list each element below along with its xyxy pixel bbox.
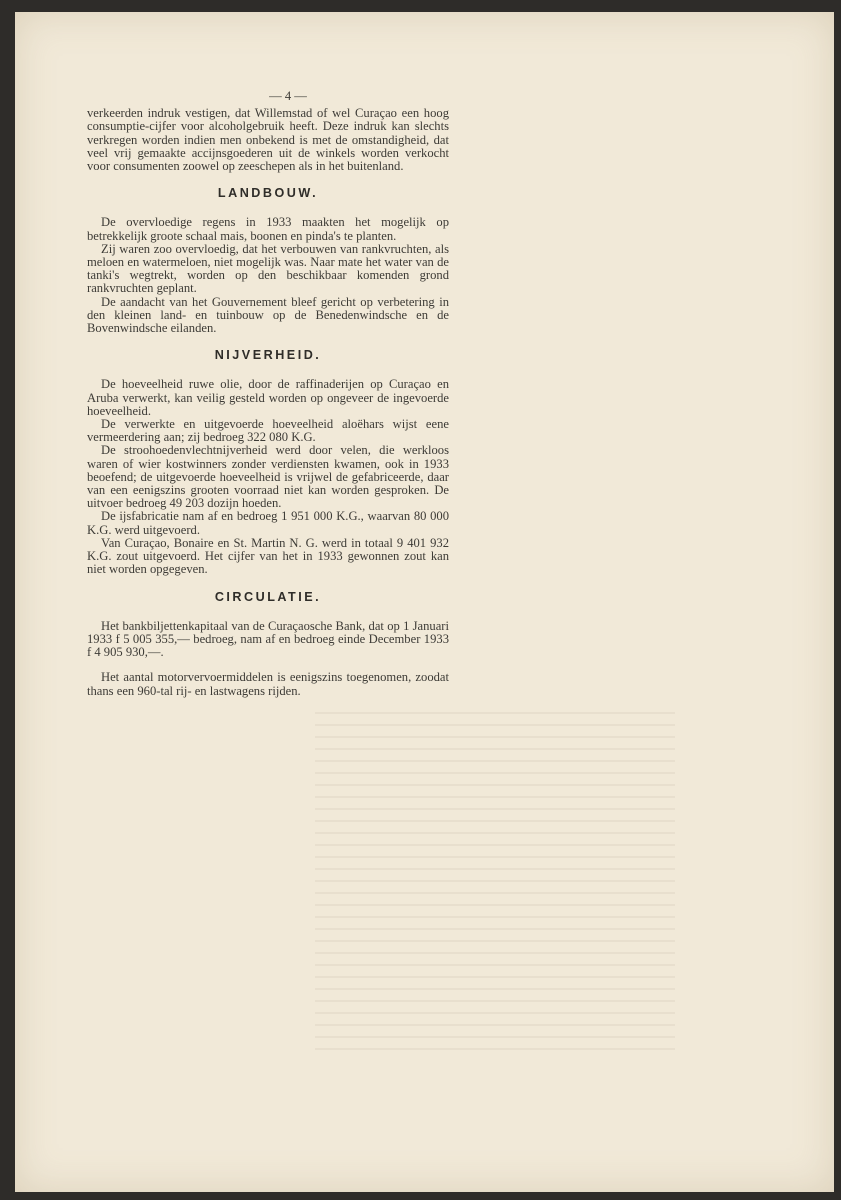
document-page: [15, 12, 834, 1192]
show-through-text: [315, 712, 675, 1052]
nijverheid-paragraph-4: De ijsfabricatie nam af en bedroeg 1 951 000 K.G., waarvan 80 000 K.G. werd uitgevoerd.: [87, 509, 449, 537]
heading-circulatie: CIRCULATIE.: [214, 589, 322, 604]
landbouw-paragraph-3: De aandacht van het Gouvernement bleef gericht op verbetering in den kleinen land- en tuinbouw op de Benedenwindsche en de Bovenwindsche eilanden.: [87, 294, 449, 336]
nijverheid-paragraph-1: De hoeveelheid ruwe olie, door de raffinaderijen op Curaçao en Aruba verwerkt, kan veilig gesteld worden op ongeveer de ingevoerde hoeveelheid.: [87, 377, 449, 418]
page-number: — 4 —: [269, 89, 307, 103]
circulatie-paragraph-1: Het bankbiljettenkapitaal van de Curaçaosche Bank, dat op 1 Januari 1933 f 5 005 355,— bedroeg, nam af en bedroeg einde December 1933 f 4 905 930,—.: [87, 618, 449, 660]
circulatie-paragraph-2: Het aantal motorvervoermiddelen is eenigszins toegenomen, zoodat thans een 960-tal rij- en lastwagens rijden.: [87, 670, 449, 698]
landbouw-paragraph-2: Zij waren zoo overvloedig, dat het verbouwen van rankvruchten, als meloen en watermeloen, niet mogelijk was. Naar mate het water van de tanki's wegtrekt, worden op den beschikbaar komenden grond rankvruchten geplant.: [87, 241, 449, 296]
nijverheid-paragraph-2: De verwerkte en uitgevoerde hoeveelheid aloëhars wijst eene vermeerdering aan; zij bedroeg 322 080 K.G.: [87, 417, 449, 445]
intro-paragraph: verkeerden indruk vestigen, dat Willemstad of wel Curaçao een hoog consumptie-cijfer voor alcoholgebruik heeft. Deze indruk kan slechts verkregen worden indien men onbekend is met de omstandigheid, dat veel vrij gemaakte accijnsgoederen uit de winkels worden verkocht voor consumenten zoowel op zeeschepen als in het buitenland.: [87, 106, 449, 174]
text-column: [87, 90, 449, 698]
landbouw-paragraph-1: De overvloedige regens in 1933 maakten het mogelijk op betrekkelijk groote schaal mais, boonen en pinda's te planten.: [87, 215, 449, 243]
nijverheid-paragraph-3: De stroohoedenvlechtnijverheid werd door velen, die werkloos waren of wier kostwinners zonder verdiensten kwamen, ook in 1933 beoefend; de uitgevoerde hoeveelheid is vrijwel de gefabriceerde, daar van een eenigszins grooten voorraad niet kan worden gesproken. De uitvoer bedroeg 49 203 dozijn hoeden.: [87, 443, 449, 511]
heading-landbouw: LANDBOUW.: [217, 186, 319, 201]
nijverheid-paragraph-5: Van Curaçao, Bonaire en St. Martin N. G. werd in totaal 9 401 932 K.G. zout uitgevoerd. Het cijfer van het in 1933 gewonnen zout kan niet worden opgegeven.: [87, 535, 449, 577]
heading-nijverheid: NIJVERHEID.: [214, 348, 322, 363]
